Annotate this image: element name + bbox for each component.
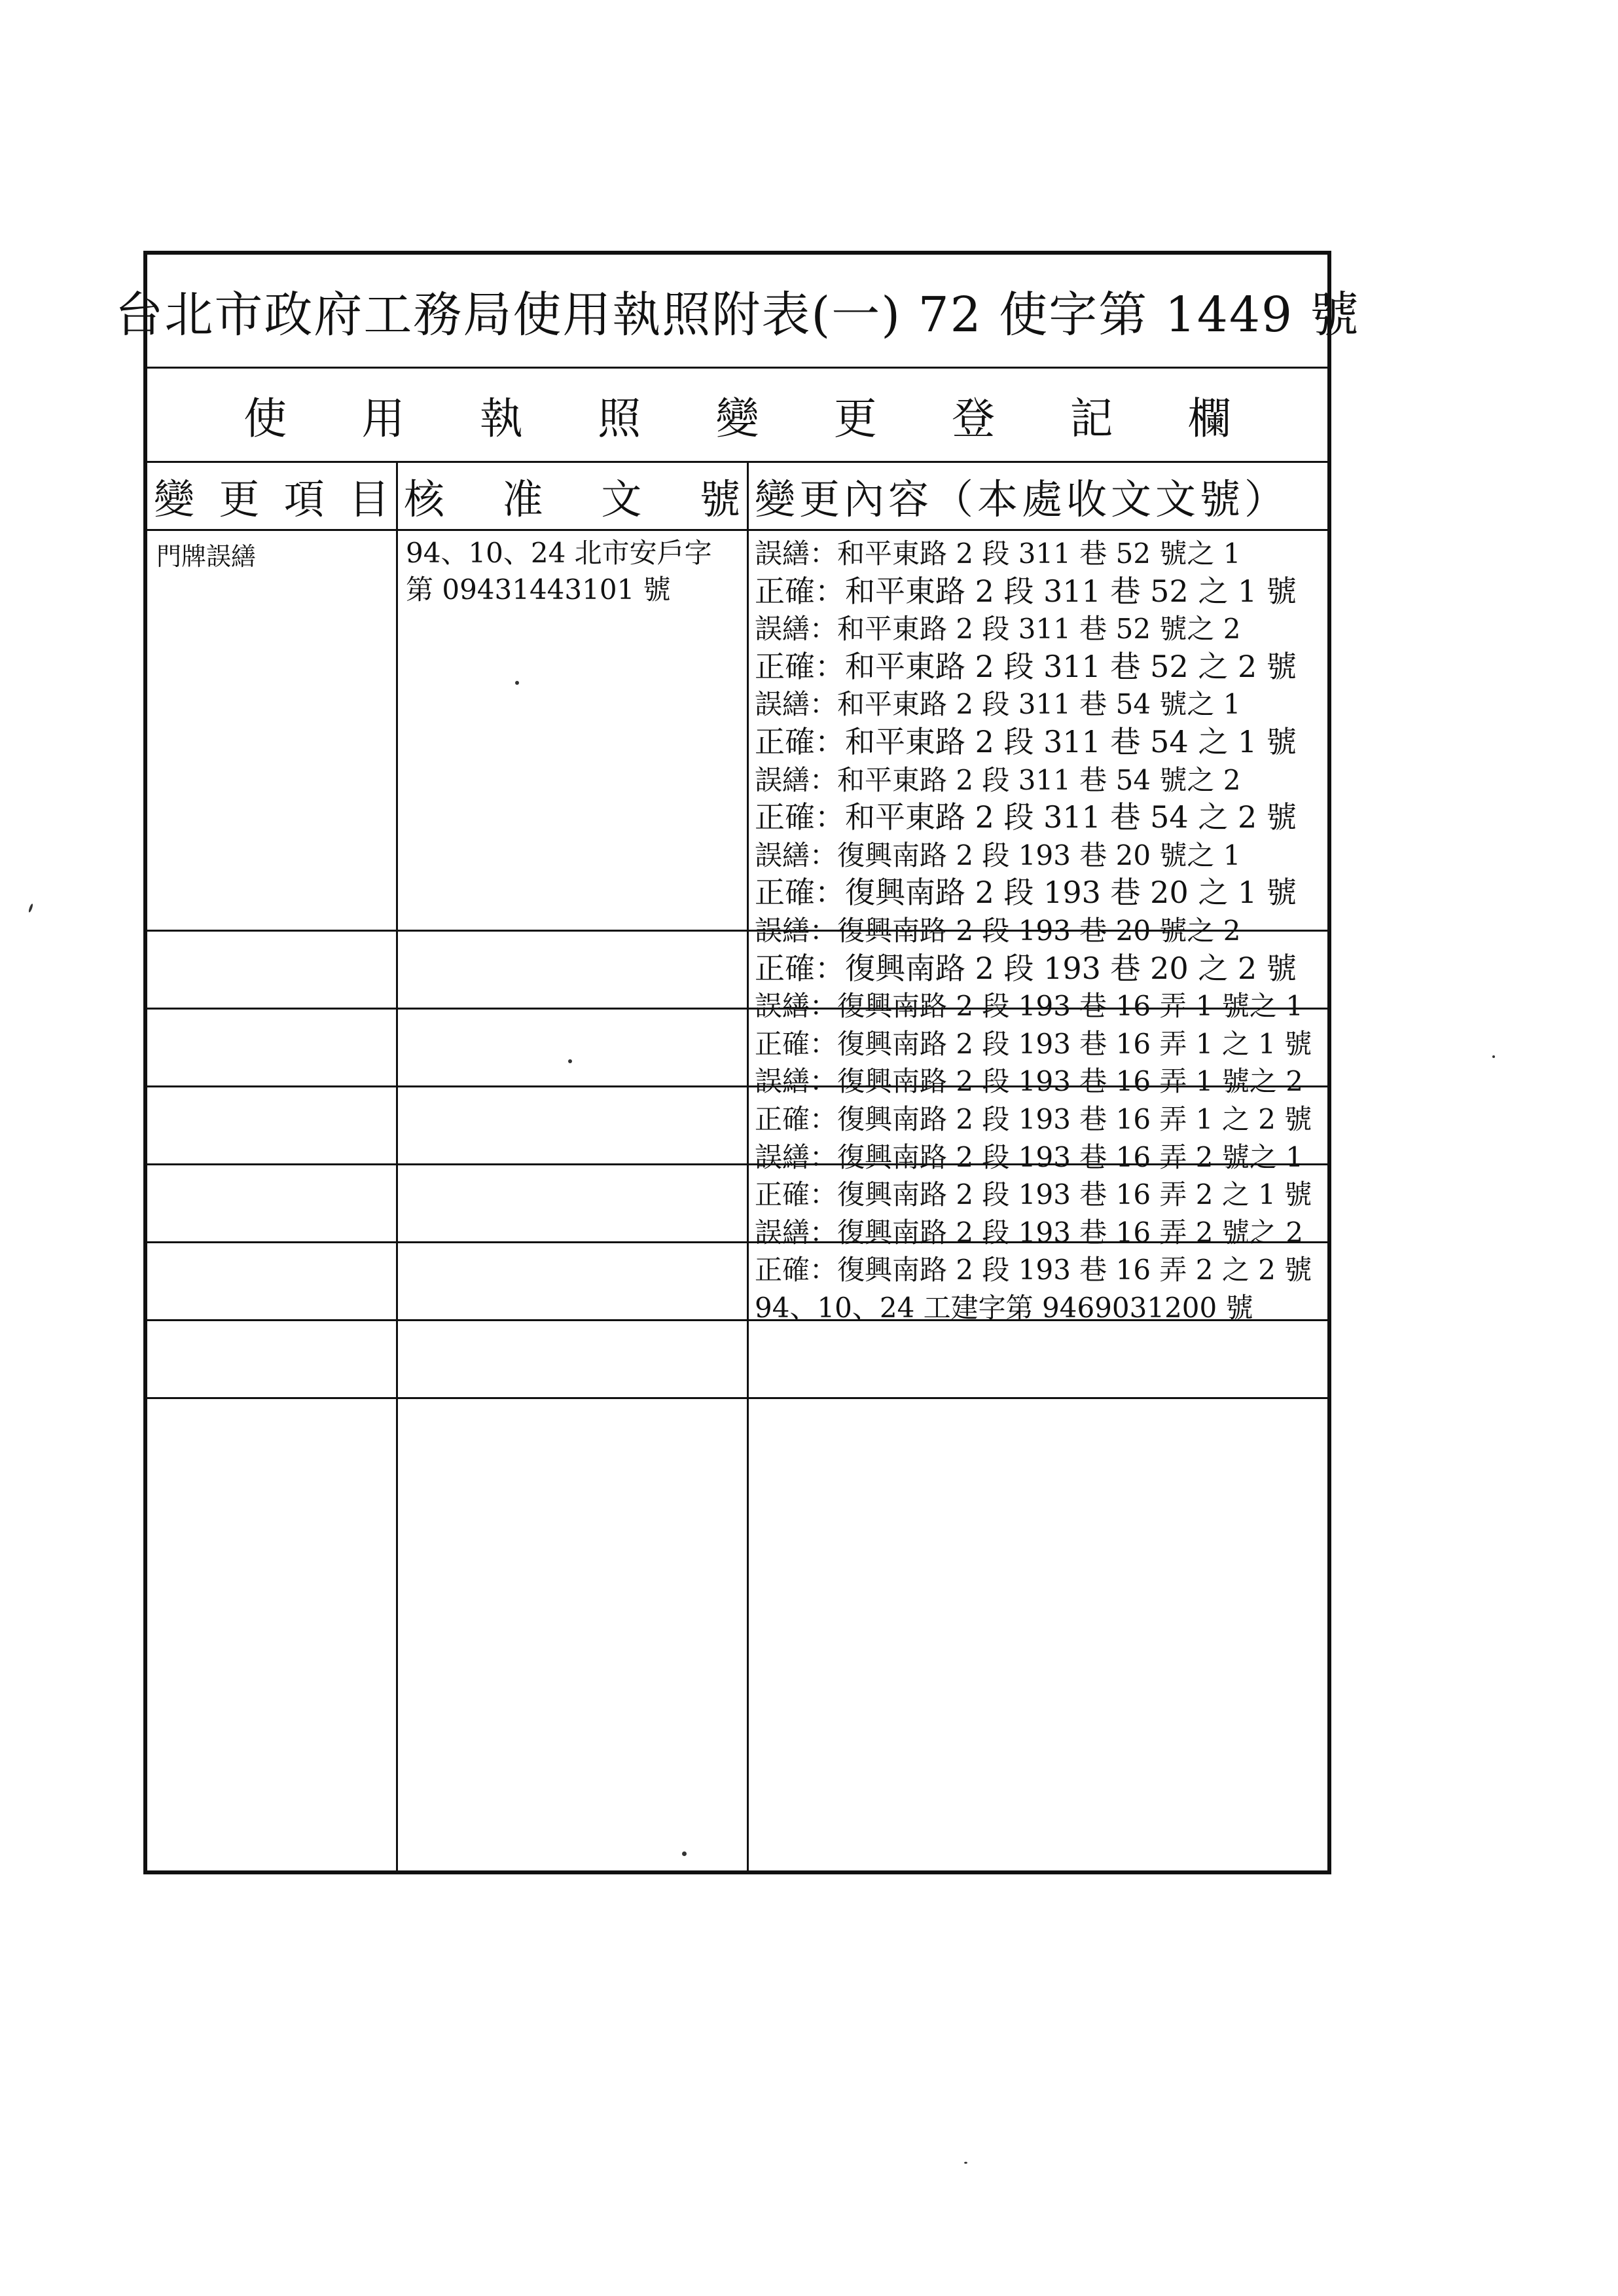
table-header-row (147, 463, 1327, 531)
content-line: 誤繕：和平東路 2 段 311 巷 52 號之 2 (755, 613, 1241, 646)
change-item-cell: 門牌誤繕 (156, 542, 257, 571)
content-line: 誤繕：復興南路 2 段 193 巷 16 弄 2 號之 2 (755, 1216, 1303, 1248)
form-title: 台北市政府工務局使用執照附表(一) 72 使字第 1449 號 (147, 255, 1327, 369)
scan-speck (1492, 1055, 1495, 1058)
content-line: 正確：復興南路 2 段 193 巷 16 弄 1 之 2 號 (755, 1102, 1312, 1135)
header-approval-no (404, 463, 740, 529)
scan-speck (28, 903, 34, 913)
empty-table-row (147, 1087, 1327, 1165)
content-line: 正確：和平東路 2 段 311 巷 52 之 1 號 (755, 573, 1297, 609)
scan-speck (964, 2162, 967, 2164)
empty-table-row (147, 1010, 1327, 1087)
content-line: 誤繕：復興南路 2 段 193 巷 16 弄 1 號之 2 (755, 1065, 1303, 1098)
empty-table-row (147, 1399, 1327, 1478)
content-line: 正確：復興南路 2 段 193 巷 20 之 2 號 (755, 950, 1297, 986)
section-title-char: 使 (243, 393, 287, 444)
content-line: 正確：復興南路 2 段 193 巷 20 之 1 號 (755, 875, 1297, 911)
content-line: 正確：和平東路 2 段 311 巷 54 之 1 號 (755, 723, 1297, 759)
header-char: 目 (348, 475, 389, 523)
empty-table-row (147, 1243, 1327, 1321)
section-title (147, 369, 1327, 463)
approval-line: 94、10、24 北市安戶字 (406, 537, 712, 569)
header-change-item (154, 463, 389, 529)
content-line: 誤繕：和平東路 2 段 311 巷 54 號之 2 (755, 763, 1241, 796)
header-char: 號 (699, 475, 740, 523)
approval-line: 第 09431443101 號 (406, 574, 671, 606)
section-title-char: 執 (479, 393, 523, 444)
scan-speck (682, 1851, 687, 1856)
content-line: 正確：和平東路 2 段 311 巷 54 之 2 號 (755, 799, 1297, 835)
section-title-char: 照 (598, 393, 641, 444)
approval-no-cell (406, 535, 712, 608)
content-line: 誤繕：和平東路 2 段 311 巷 54 號之 1 (755, 688, 1241, 721)
section-title-char: 登 (952, 393, 996, 444)
section-title-char: 變 (715, 393, 759, 444)
section-title-char: 記 (1070, 393, 1113, 444)
content-line: 正確：復興南路 2 段 193 巷 16 弄 2 之 2 號 (755, 1254, 1312, 1286)
header-char: 更 (219, 475, 260, 523)
content-line: 誤繕：和平東路 2 段 311 巷 52 號之 1 (755, 538, 1241, 570)
empty-table-row (147, 1321, 1327, 1399)
content-line: 正確：和平東路 2 段 311 巷 52 之 2 號 (755, 648, 1297, 684)
section-title-char: 欄 (1187, 393, 1231, 444)
content-line: 誤繕：復興南路 2 段 193 巷 16 弄 1 號之 1 (755, 990, 1303, 1023)
scan-speck (568, 1059, 572, 1063)
header-change-content: 變更內容（本處收文文號） (755, 475, 1289, 523)
content-line: 正確：復興南路 2 段 193 巷 16 弄 1 之 1 號 (755, 1027, 1312, 1060)
header-char: 准 (502, 475, 543, 523)
section-title-char: 更 (833, 393, 877, 444)
header-char: 核 (404, 475, 445, 523)
content-line: 誤繕：復興南路 2 段 193 巷 20 號之 1 (755, 839, 1241, 871)
header-char: 文 (601, 475, 642, 523)
empty-table-row (147, 932, 1327, 1010)
header-char: 項 (283, 475, 325, 523)
scan-speck (515, 681, 519, 685)
building-use-permit-change-form (115, 251, 1360, 1874)
header-char: 變 (154, 475, 195, 523)
content-line: 誤繕：復興南路 2 段 193 巷 16 弄 2 號之 1 (755, 1140, 1303, 1173)
section-title-char: 用 (361, 393, 405, 444)
table-row (147, 531, 1327, 1324)
content-line: 正確：復興南路 2 段 193 巷 16 弄 2 之 1 號 (755, 1178, 1312, 1211)
content-line: 誤繕：復興南路 2 段 193 巷 20 號之 2 (755, 914, 1241, 947)
empty-table-row (147, 1165, 1327, 1243)
content-line: 94、10、24 工建字第 9469031200 號 (755, 1291, 1253, 1324)
